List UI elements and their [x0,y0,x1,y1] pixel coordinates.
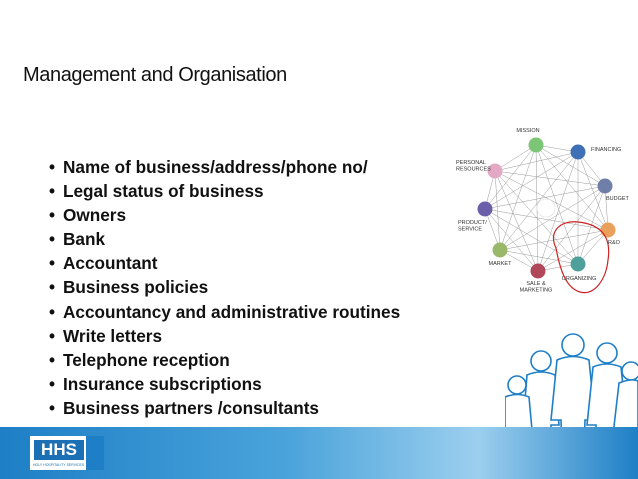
diagram-node [493,243,508,258]
bullet-marker: • [49,181,56,202]
diagram-node [598,179,613,194]
bullet-text: Bank [63,229,106,250]
bullet-item [49,372,400,396]
diagram-node [601,223,616,238]
bullet-item [49,155,400,179]
diagram-node-label: R&O [608,240,620,246]
bullet-item [49,275,400,299]
bullet-item [49,227,400,251]
bullet-text: Name of business/address/phone no/ [63,157,368,177]
bullet-item [49,396,400,420]
logo-subtext: HOLY HOSPITALITY SERVICES [33,463,85,467]
diagram-node-label: FINANCING [591,147,622,153]
diagram-node [571,145,586,160]
bullet-marker: • [49,205,56,226]
bullet-item [49,324,400,348]
diagram-edge [500,145,536,250]
bullet-text: Legal status of business [63,181,264,202]
bullet-marker: • [49,373,56,394]
bullet-marker: • [49,157,56,177]
bullet-marker: • [49,397,56,418]
bullet-text: Business partners /consultants [63,397,319,418]
diagram-edge [495,171,605,186]
diagram-node-label: SERVICE [458,226,483,233]
bullet-item [49,179,400,203]
diagram-node-label: PRODUCT/ [458,220,487,226]
diagram-edge [495,171,608,230]
diagram-node-label: BUDGET [606,196,629,202]
network-diagram [448,120,638,305]
bullet-marker: • [49,229,56,250]
bullet-marker: • [49,325,56,346]
bullet-text: Accountant [63,253,158,274]
bullet-text: Accountancy and administrative routines [63,301,401,322]
bullet-item [49,348,400,372]
bullet-marker: • [49,277,56,298]
diagram-node [571,257,586,272]
bullet-item [49,300,400,324]
diagram-node-label: PERSONAL [456,160,486,166]
diagram-node [529,138,544,153]
diagram-node-label: RESOURCES [456,166,491,173]
bullet-item [49,251,400,275]
diagram-node [478,202,493,217]
logo-accent-tab [86,436,104,470]
bullet-marker: • [49,301,56,322]
bullet-text: Insurance subscriptions [63,373,262,394]
bullet-marker: • [49,253,56,274]
diagram-node-label: SALE & [526,281,546,287]
diagram-node-label: MARKET [488,261,512,267]
bullet-text: Owners [63,205,127,226]
logo-mark: HHS [32,438,86,462]
bullet-item [49,203,400,227]
diagram-node-label: MISSION [516,128,540,134]
diagram-node-label: ORGANIZING [561,276,597,282]
bullet-text: Telephone reception [63,349,230,370]
diagram-center [537,199,555,217]
diagram-node [531,264,546,279]
hhs-logo [30,436,104,470]
bullet-list [49,155,400,420]
bullet-text: Business policies [63,277,209,298]
bullet-text: Write letters [63,325,163,346]
bullet-marker: • [49,349,56,370]
slide-title: Management and Organisation [23,64,287,86]
diagram-node-label: MARKETING [519,287,553,294]
